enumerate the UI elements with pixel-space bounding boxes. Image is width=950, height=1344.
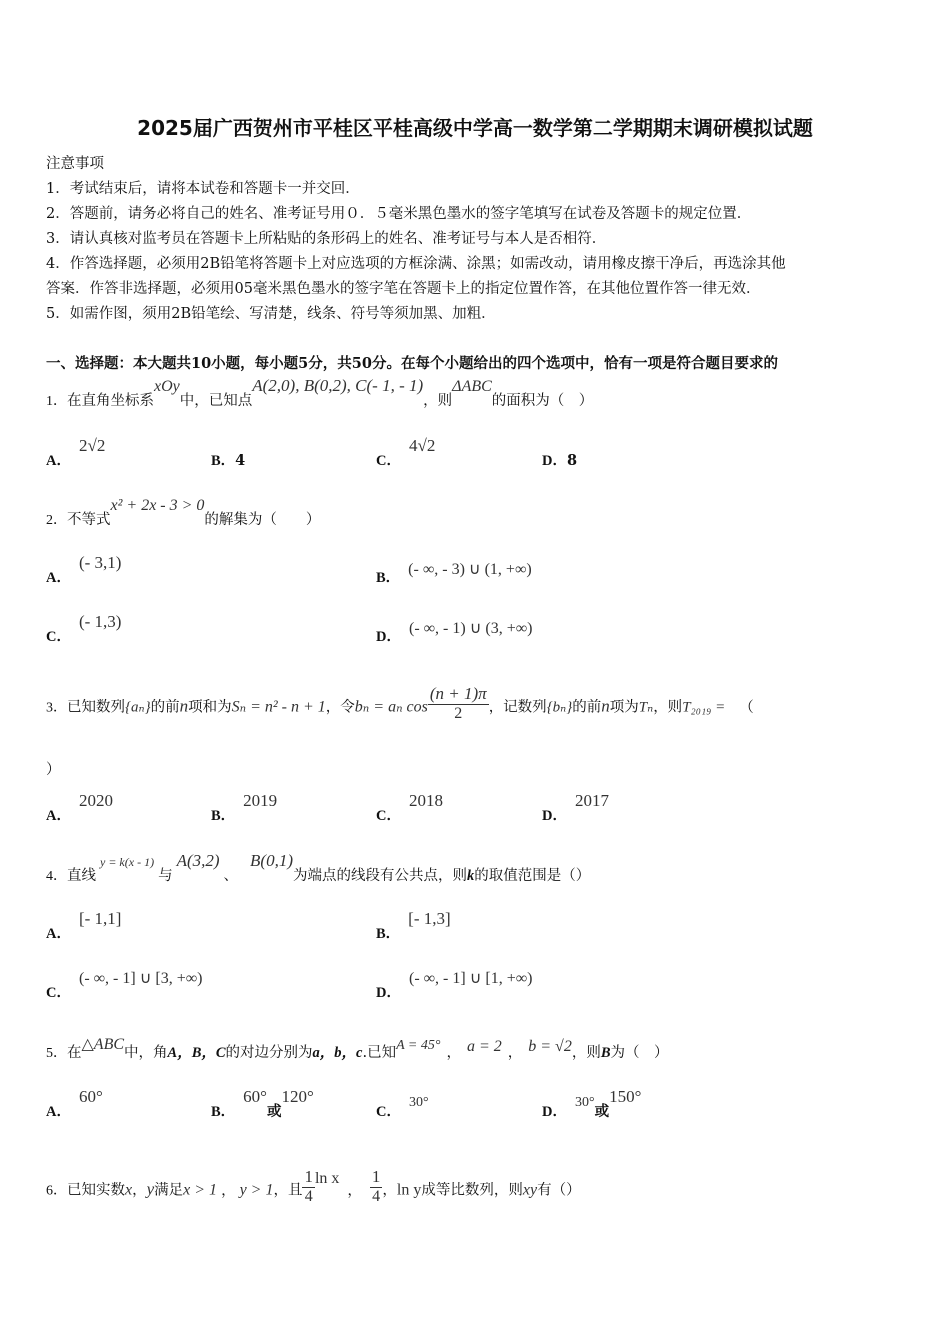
option-value: 150°	[609, 1087, 642, 1106]
q3-option-d[interactable]	[542, 791, 609, 825]
math: {aₙ}	[125, 699, 151, 716]
option-label: A．	[46, 1104, 71, 1120]
text: 满足	[154, 1182, 184, 1199]
option-value: (- ∞, - 3) ∪ (1, +∞)	[408, 561, 532, 578]
q1-option-d[interactable]	[542, 449, 577, 470]
text-bold: B	[600, 1045, 611, 1061]
option-value: 2√2	[78, 436, 106, 455]
option-label: D．	[376, 985, 401, 1001]
q2-option-c[interactable]	[46, 612, 122, 646]
notice-item-5: 5．如需作图，须用2B铅笔绘、写清楚，线条、符号等须加黑、加粗．	[46, 306, 496, 322]
fraction-denominator: 2	[454, 705, 463, 722]
section-heading: 一、选择题：本大题共10小题，每小题5分，共50分。在每个小题给出的四个选项中，恰有一项是符合题目要求的	[46, 355, 778, 372]
text: 的解集为（ ）	[204, 512, 321, 528]
fraction-numerator: 1	[304, 1167, 313, 1186]
fraction-numerator: (n + 1)π	[429, 684, 487, 703]
math: n	[601, 696, 610, 716]
q5-option-a[interactable]	[46, 1087, 103, 1121]
option-label: D．	[542, 453, 567, 469]
question-number: 5．	[46, 1046, 67, 1061]
option-label: D．	[376, 629, 401, 645]
math: xOy	[154, 378, 180, 395]
page-title: 2025届广西贺州市平桂区平桂高级中学高一数学第二学期期末调研模拟试题	[137, 116, 813, 140]
q2-option-b[interactable]	[376, 561, 532, 587]
notice-item-3: 3．请认真核对监考员在答题卡上所粘贴的条形码上的姓名、准考证号与本人是否相符．	[46, 231, 607, 247]
option-value: (- 3,1)	[78, 553, 122, 572]
text: ，则	[653, 699, 683, 716]
math: n	[179, 696, 189, 716]
text: ，	[221, 1182, 236, 1199]
question-6	[46, 1167, 581, 1210]
text-bold: A，B，C	[167, 1045, 226, 1061]
math: y = k(x - 1)	[100, 855, 155, 869]
math: a = 2	[466, 1038, 502, 1055]
option-label: A．	[46, 453, 71, 469]
math: A(3,2)	[176, 851, 220, 870]
option-value: 2017	[574, 791, 609, 810]
math: x > 1	[183, 1181, 218, 1199]
q1-option-c[interactable]	[376, 436, 436, 470]
text: 的面积为（ ）	[491, 393, 594, 409]
text: ，令	[325, 699, 355, 716]
text: 有（）	[537, 1182, 581, 1199]
option-label: C．	[46, 985, 71, 1001]
math: y > 1	[239, 1181, 274, 1199]
q5-option-b[interactable]	[211, 1087, 314, 1121]
question-number: 4．	[46, 869, 67, 884]
text: 的对边分别为	[225, 1045, 313, 1061]
option-value: 2020	[78, 791, 113, 810]
option-label: B．	[376, 570, 401, 586]
fraction	[428, 684, 489, 723]
notice-item-2: 2．答题前，请务必将自己的姓名、准考证号用０．５毫米黑色墨水的签字笔填写在试卷及答题卡的规定位置．	[46, 206, 752, 222]
text: ，	[446, 1045, 461, 1061]
math: B(0,1)	[250, 851, 294, 870]
question-4	[46, 851, 591, 885]
notice-item-4: 4．作答选择题，必须用2B铅笔将答题卡上对应选项的方框涂满、涂黑；如需改动，请用橡皮擦干净后，再选涂其他	[46, 256, 786, 272]
question-3	[46, 684, 754, 727]
text: 为（ ）	[610, 1045, 669, 1061]
option-value: 30°	[408, 1095, 429, 1110]
option-value: 2018	[408, 791, 443, 810]
math: Tₙ	[638, 699, 654, 716]
text: 已知实数	[67, 1182, 125, 1199]
text: 中，已知点	[179, 393, 253, 409]
text: 已知数列	[67, 699, 125, 716]
math: k	[467, 868, 475, 884]
math: ΔABC	[452, 378, 492, 395]
fraction-denominator: 4	[372, 1188, 381, 1205]
question-number: 1．	[46, 394, 67, 409]
option-label: B．	[211, 1104, 236, 1120]
fraction	[302, 1167, 315, 1206]
question-2	[46, 497, 321, 529]
option-label: B．	[376, 926, 401, 942]
question-number: 2．	[46, 513, 67, 528]
math: x² + 2x - 3 > 0	[110, 497, 205, 514]
option-label: D．	[542, 1104, 567, 1120]
option-label: C．	[376, 453, 401, 469]
text: ，且	[273, 1182, 303, 1199]
option-value: 60°	[78, 1087, 103, 1106]
text: 的前	[572, 699, 602, 716]
option-label: A．	[46, 808, 71, 824]
math: x	[125, 1181, 133, 1199]
q3-option-a[interactable]	[46, 791, 113, 825]
question-5	[46, 1036, 669, 1062]
option-label: A．	[46, 926, 71, 942]
math: bₙ = aₙ cos	[354, 698, 428, 716]
text: 与	[158, 868, 173, 884]
option-label: A．	[46, 570, 71, 586]
math: T₂₀₁₉ =	[682, 699, 726, 716]
option-label: C．	[376, 1104, 401, 1120]
option-value: 60°	[243, 1087, 267, 1106]
q3-option-b[interactable]	[211, 791, 278, 825]
text-bold: a，b，c	[312, 1045, 363, 1061]
math: Sₙ = n² - n + 1	[231, 698, 326, 716]
q2-option-d[interactable]	[376, 620, 533, 646]
fraction	[370, 1167, 383, 1206]
question-1	[46, 376, 594, 410]
text: ，	[382, 1182, 397, 1199]
fraction-denominator: 4	[304, 1188, 313, 1205]
text: ，	[347, 1182, 362, 1199]
text: 项为	[609, 699, 639, 716]
math: y	[146, 1179, 155, 1199]
text: 为端点的线段有公共点，则	[293, 868, 468, 884]
text: ，	[132, 1182, 147, 1199]
option-label: D．	[542, 808, 567, 824]
notice-heading: 注意事项	[46, 156, 104, 172]
text: 直线	[67, 868, 96, 884]
option-label: C．	[376, 808, 401, 824]
question-number: 3．	[46, 700, 67, 716]
notice-item-1: 1．考试结束后，请将本试卷和答题卡一并交回．	[46, 181, 360, 197]
text: 、	[223, 868, 239, 884]
text: 的前	[150, 699, 180, 716]
q1-option-a[interactable]	[46, 436, 106, 470]
math: xy	[522, 1181, 538, 1199]
q5-option-c[interactable]	[376, 1095, 429, 1121]
option-value: (- 1,3)	[78, 612, 122, 631]
q4-option-a[interactable]	[46, 909, 122, 943]
math: △ABC	[81, 1036, 125, 1053]
question-number: 6．	[46, 1183, 67, 1199]
text: 在	[67, 1045, 82, 1061]
text: 的取值范围是（）	[474, 868, 591, 884]
option-label: B．	[211, 808, 236, 824]
text: 中，角	[124, 1045, 168, 1061]
text: .已知	[362, 1045, 397, 1061]
math: A = 45°	[396, 1038, 441, 1053]
option-value: 4	[235, 452, 246, 469]
notice-item-4-cont: 答案．作答非选择题，必须用05毫米黑色墨水的签字笔在答题卡上的指定位置作答，在其他位置作答一律无效．	[46, 281, 761, 297]
option-value: [- 1,3]	[408, 909, 451, 928]
math: b = √2	[528, 1038, 572, 1055]
text: （	[739, 699, 754, 716]
option-value: [- 1,1]	[78, 909, 122, 928]
q1-option-b[interactable]	[211, 449, 245, 470]
text: ，	[507, 1045, 523, 1061]
q5-option-d[interactable]	[542, 1087, 642, 1121]
math: {bₙ}	[546, 699, 573, 716]
text: 项和为	[188, 699, 232, 716]
option-value: (- ∞, - 1] ∪ [3, +∞)	[78, 970, 203, 987]
option-label: B．	[211, 453, 236, 469]
option-value: 120°	[281, 1087, 314, 1106]
fraction-numerator: 1	[371, 1167, 381, 1186]
option-value: 30°	[574, 1095, 595, 1110]
text: 成等比数列，则	[421, 1182, 523, 1199]
q2-option-a[interactable]	[46, 553, 122, 587]
math: ln y	[396, 1181, 422, 1199]
math: A(2,0), B(0,2), C(- 1, - 1)	[252, 376, 424, 395]
q4-option-b[interactable]	[376, 909, 451, 943]
option-value: (- ∞, - 1] ∪ [1, +∞)	[408, 970, 533, 987]
option-label: C．	[46, 629, 71, 645]
question-3-cont: ）	[46, 762, 61, 778]
option-value: 8	[566, 452, 578, 469]
math: ln x	[314, 1169, 340, 1187]
text: 在直角坐标系	[67, 393, 154, 409]
option-value: 2019	[243, 791, 278, 810]
option-or: 或	[266, 1103, 282, 1120]
text: ，则	[571, 1045, 601, 1061]
option-value: (- ∞, - 1) ∪ (3, +∞)	[408, 620, 533, 637]
option-value: 4√2	[408, 436, 436, 455]
q3-option-c[interactable]	[376, 791, 443, 825]
q4-option-c[interactable]	[46, 970, 203, 1002]
q4-option-d[interactable]	[376, 970, 533, 1002]
text: ，记数列	[488, 699, 547, 716]
text: ，则	[423, 393, 453, 409]
text: 不等式	[67, 512, 111, 528]
option-or: 或	[594, 1103, 610, 1120]
